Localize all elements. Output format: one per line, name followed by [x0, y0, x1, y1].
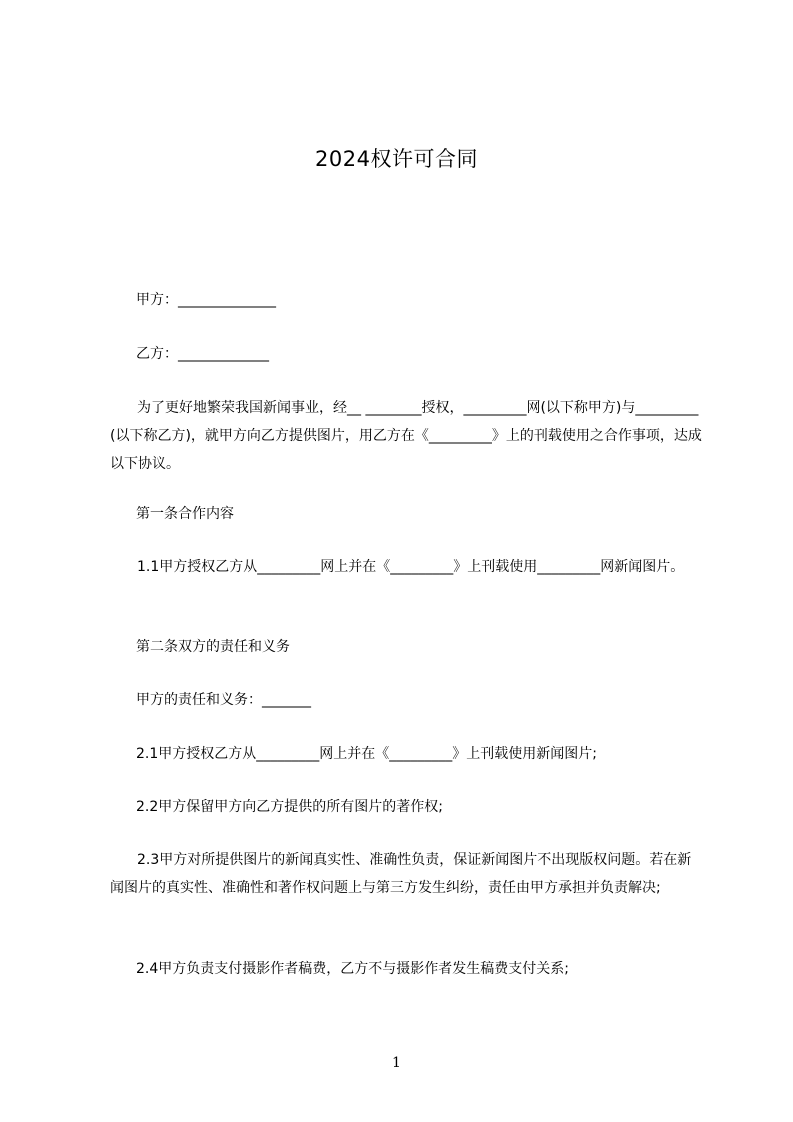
party-b-line: 乙方：_____________	[136, 346, 269, 362]
page-number: 1	[392, 1055, 401, 1071]
clause-2-2: 2.2甲方保留甲方向乙方提供的所有图片的著作权;	[136, 799, 443, 815]
document-title: 2024权许可合同	[315, 147, 478, 171]
clause-2-1: 2.1甲方授权乙方从_________网上并在《_________》上刊载使用新闻图片;	[136, 746, 597, 762]
article-1-heading: 第一条合作内容	[136, 506, 234, 522]
clause-1-1: 1.1甲方授权乙方从_________网上并在《_________》上刊载使用_________网新闻图片。	[137, 559, 685, 575]
intro-paragraph: 为了更好地繁荣我国新闻事业，经__ ________授权，_________网(以下称甲方)与_________(以下称乙方)，就甲方向乙方提供图片，用乙方在《_________》上的刊载使用之合作事项，达成以下协议。	[110, 400, 702, 472]
party-a-line: 甲方：______________	[136, 292, 276, 308]
clause-2-4: 2.4甲方负责支付摄影作者稿费，乙方不与摄影作者发生稿费支付关系;	[136, 961, 569, 977]
article-2-heading: 第二条双方的责任和义务	[136, 639, 290, 655]
party-a-duties-heading: 甲方的责任和义务：_______	[136, 692, 311, 708]
clause-2-3: 2.3甲方对所提供图片的新闻真实性、准确性负责，保证新闻图片不出现版权问题。若在新闻图片的真实性、准确性和著作权问题上与第三方发生纠纷，责任由甲方承担并负责解决;	[110, 852, 692, 896]
